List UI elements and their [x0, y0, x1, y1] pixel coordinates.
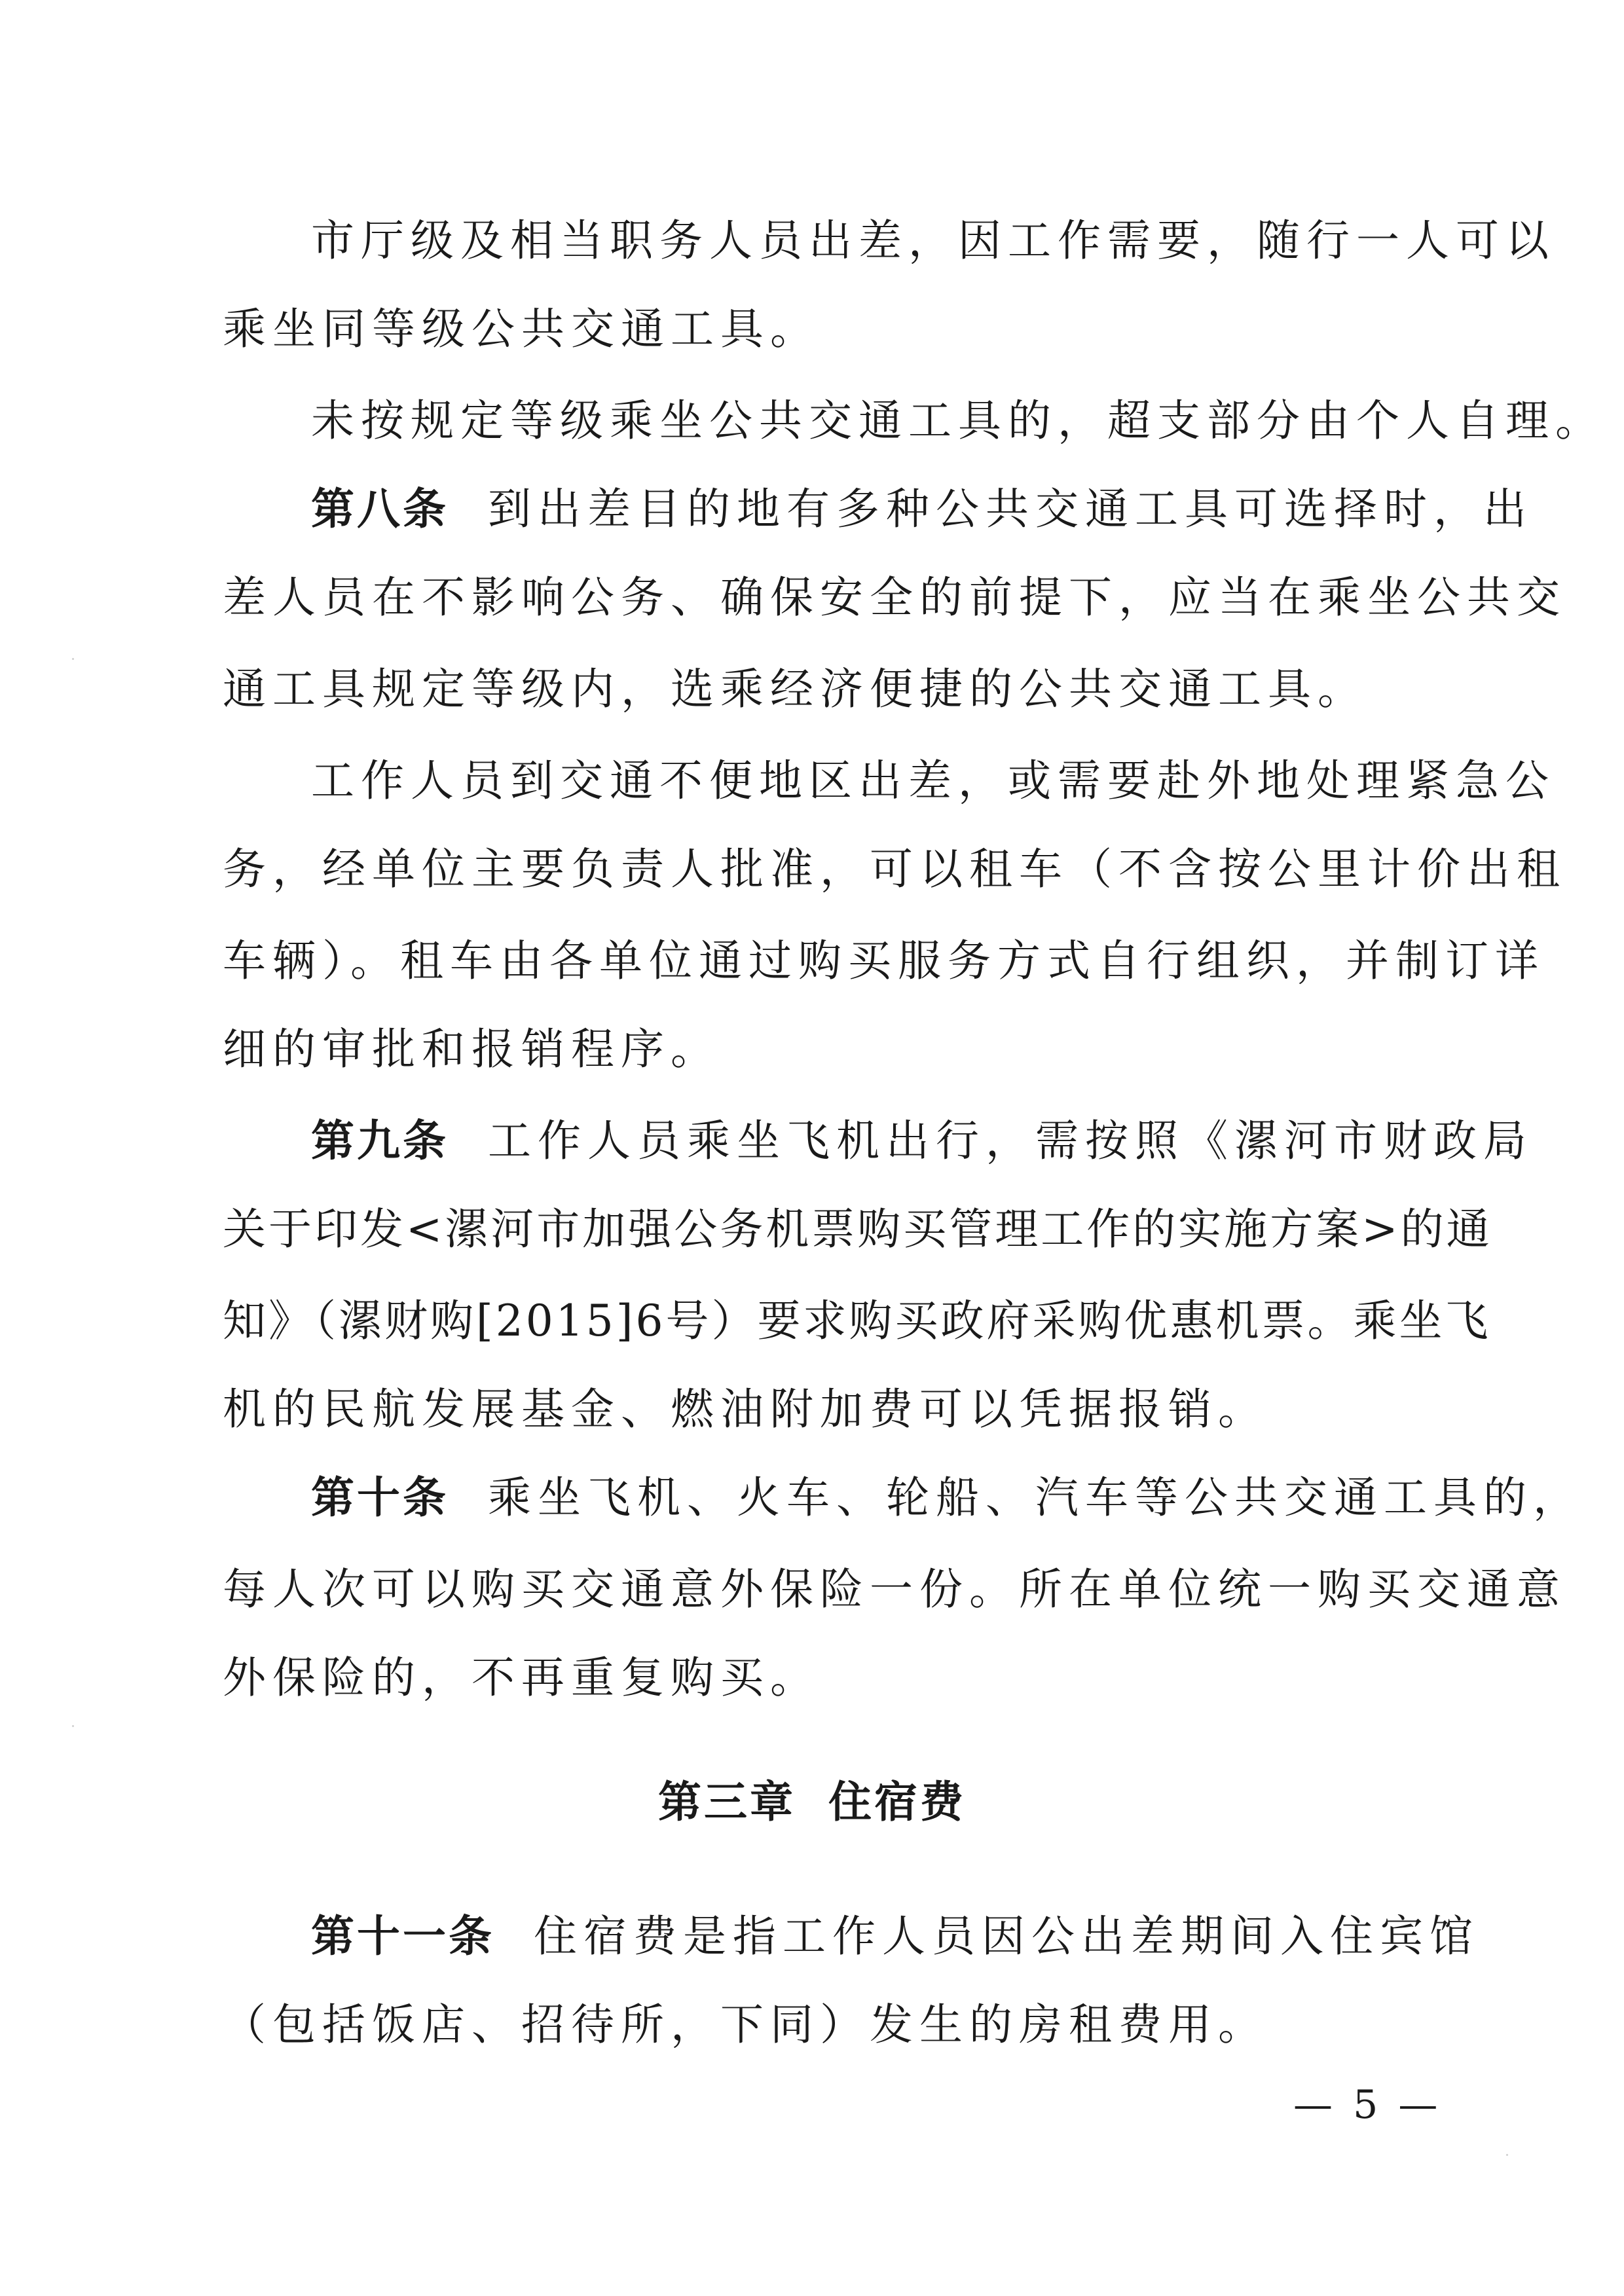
- page-number: — 5 —: [1293, 2082, 1442, 2128]
- text-line: 工作人员乘坐飞机出行，需按照《漯河市财政局: [488, 1116, 1533, 1166]
- article-10-first-line: [311, 1472, 1583, 1523]
- text-line: 到出差目的地有多种公共交通工具可选择时，出: [488, 484, 1533, 534]
- text-line: 住宿费是指工作人员因公出差期间入住宾馆: [534, 1911, 1479, 1961]
- article-label: 第十一条: [311, 1911, 494, 1961]
- chapter-title: 住宿费: [828, 1777, 966, 1827]
- text-line: （包括饭店、招待所，下同）发生的房租费用。: [223, 1999, 1268, 2050]
- text-line: 工作人员到交通不便地区出差，或需要赴外地处理紧急公: [311, 756, 1555, 806]
- text-line: 未按规定等级乘坐公共交通工具的，超支部分由个人自理。: [311, 395, 1605, 446]
- text-line: 差人员在不影响公务、确保安全的前提下，应当在乘坐公共交: [223, 572, 1566, 623]
- scan-speck: [72, 1725, 74, 1727]
- text-line: 关于印发<漯河市加强公务机票购买管理工作的实施方案>的通: [223, 1204, 1492, 1254]
- text-line: 机的民航发展基金、燃油附加费可以凭据报销。: [223, 1384, 1268, 1434]
- text-line: 通工具规定等级内，选乘经济便捷的公共交通工具。: [223, 664, 1367, 714]
- chapter-heading: [0, 1777, 1624, 1827]
- text-line: 每人次可以购买交通意外保险一份。所在单位统一购买交通意: [223, 1564, 1566, 1614]
- text-line: 车辆）。租车由各单位通过购买服务方式自行组织，并制订详: [223, 936, 1545, 986]
- text-line: 细的审批和报销程序。: [223, 1024, 720, 1074]
- article-label: 第八条: [311, 484, 449, 534]
- text-line: 知》（漯财购[2015]6号）要求购买政府采购优惠机票。乘坐飞: [223, 1296, 1491, 1346]
- text-line: 乘坐同等级公共交通工具。: [223, 304, 820, 354]
- article-8-first-line: [311, 484, 1533, 534]
- article-11-first-line: [311, 1911, 1479, 1961]
- article-label: 第十条: [311, 1472, 449, 1523]
- text-line: 外保险的，不再重复购买。: [223, 1652, 820, 1703]
- text-line: 乘坐飞机、火车、轮船、汽车等公共交通工具的，: [488, 1472, 1583, 1523]
- scan-speck: [72, 658, 74, 660]
- chapter-number: 第三章: [658, 1777, 796, 1827]
- scan-speck: [1506, 2154, 1508, 2156]
- text-line: 务，经单位主要负责人批准，可以租车（不含按公里计价出租: [223, 844, 1566, 894]
- article-9-first-line: [311, 1116, 1533, 1166]
- text-line: 市厅级及相当职务人员出差，因工作需要，随行一人可以: [311, 215, 1555, 266]
- article-label: 第九条: [311, 1116, 449, 1166]
